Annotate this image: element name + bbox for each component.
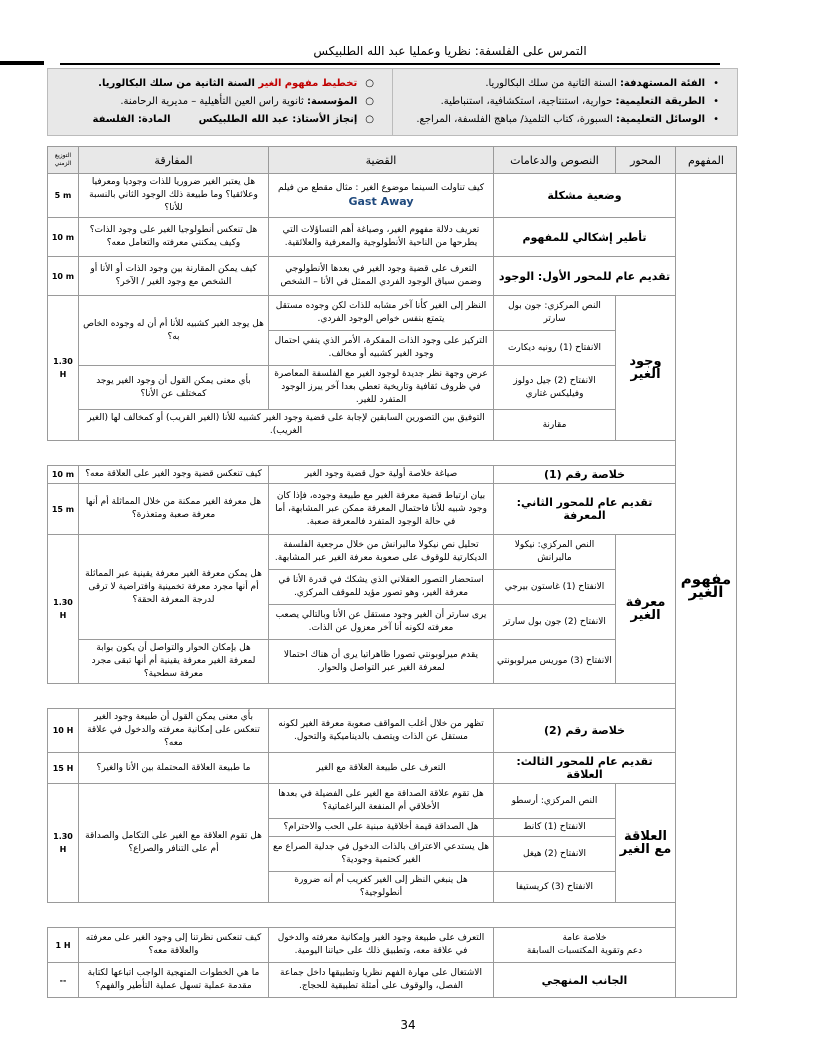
axis-relation: العلاقة مع الغير (616, 784, 676, 903)
table-row: خلاصة رقم (1) صياغة خلاصة أولية حول قضية وجود الغير كيف تنعكس قضية وجود الغير على العلاقة معه؟ 10 m (48, 466, 737, 484)
table-row: تقديم عام للمحور الأول: الوجود التعرف على قضية وجود الغير في بعدها الأنطولوجي وضمن سياق الوجود الفردي الممثل في الأنا – الشخص كيف يمكن المقارنة بين وجود الذات أو الأنا أو الشخص مع وجود الغير / الآخر؟ 10 m (48, 257, 737, 296)
concept-cell: مفهوم الغير (676, 174, 737, 998)
teaching-tools: • الوسائل التعليمية: السبورة، كتاب التلميذ/ مباهج الفلسفة، المراجع. (399, 111, 719, 129)
page-number: 34 (400, 1018, 416, 1032)
col-issue: القضية (269, 147, 494, 174)
table-row: الانفتاح (2) جيل دولوز وفيليكس غتاري عرض وجهة نظر جديدة لوجود الغير مع الفلسفة المعاصرة في ظروف ثقافية وتاريخية تعطي بعدا آخر يبرز الوجود المتفرد للغير. بأي معنى يمكن القول أن وجود الغير يوجد كمختلف عن الأنا؟ (48, 366, 737, 410)
table-row: مقارنة التوفيق بين التصورين السابقين لإجابة على قضية وجود الغير كشبيه للأنا (الغير القريب) أو كمخالف لها (الغير الغريب). (48, 410, 737, 441)
issue-cell: كيف تناولت السينما موضوع الغير : مثال مقطع من فيلم Gast Away (269, 174, 494, 218)
axis-knowledge: معرفة الغير (616, 535, 676, 684)
spacer-row (48, 684, 737, 709)
table-row: الانفتاح (1) رونيه ديكارت التركيز على وجود الذات المفكرة، الأمر الذي ينفي احتمال وجود الغير كشبيه أو مخالف. (48, 331, 737, 366)
target-audience: • الفئة المستهدفة: السنة الثانية من سلك البكالوريا. (399, 75, 719, 93)
table-row: الانفتاح (3) موريس ميرلوبونتي يقدم ميرلوبونتي تصورا ظاهراتيا يرى أن هناك احتمالا لمعرفة الغير عبر التواصل والحوار. هل بإمكان الحوار والتواصل أن يكون بوابة لمعرفة الغير معرفة يقينية أم أنها تبقى مجرد معرفة سطحية؟ (48, 640, 737, 684)
table-row: الانفتاح (2) جون بول سارتر يرى سارتر أن الغير وجود مستقل عن الأنا وبالتالي يصعب معرفته لكونه أنا آخر معزول عن الذات. (48, 605, 737, 640)
table-header-row (48, 147, 737, 174)
col-paradox: المفارقة (79, 147, 269, 174)
teacher-and-subject: ○ إنجاز الأستاذ: عبد الله الطلبيكسالمادة: الفلسفة (54, 111, 374, 129)
table-row: تأطير إشكالي للمفهوم تعريف دلالة مفهوم الغير، وصياغة أهم التساؤلات التي يطرحها من الناحية الأنطولوجية والمعرفية والعلائقية. هل تنعكس أنطولوجيا الغير على وجود الذات؟ وكيف يمكنني معرفته والتعامل معه؟ 10 m (48, 218, 737, 257)
col-axis: المحور (616, 147, 676, 174)
header-rule-right (60, 63, 720, 65)
table-row: خلاصة رقم (2) تظهر من خلال أغلب المواقف صعوبة معرفة الغير لكونه مستقل عن الذات ويتصف بالديناميكية والتحول. بأي معنى يمكن القول أن طبيعة وجود الغير تنعكس على إمكانية معرفته والدخول في علاقة معه؟ 10 H (48, 709, 737, 753)
table-row: الجانب المنهجي الاشتغال على مهارة الفهم نظريا وتطبيقها داخل جماعة الفصل، والوقوف على أمثلة تطبيقية للحجاج. ما هي الخطوات المنهجية الواجب اتباعها لكتابة مقدمة عملية تسهل عملية التأطير والفهم؟ -- (48, 963, 737, 998)
col-texts: النصوص والدعامات (494, 147, 616, 174)
table-row: معرفة الغير النص المركزي: نيكولا مالبرانش تحليل نص نيكولا مالبرانش من خلال مرجعية الفلسفة الديكارتية للوقوف على صعوبة معرفة الغير عبر المشابهة. هل يمكن معرفة الغير معرفة يقينية عبر المماثلة أم أنها مجرد معرفة تخمينية وافتراضية لا ترقى لدرجة المعرفة الحقة؟ 1.30 H (48, 535, 737, 570)
table-row: تقديم عام للمحور الثاني: المعرفة بيان ارتباط قضية معرفة الغير مع طبيعة وجوده، فإذا كان وجود شبيه للأنا فاحتمال المعرفة ممكن عبر المشابهة، أما في حالة الوجود المتفرد فالمعرفة صعبة. هل معرفة الغير ممكنة من خلال المماثلة أم أنها معرفة صعبة ومتعذرة؟ 15 m (48, 484, 737, 535)
info-left-column (48, 69, 392, 135)
header-rule-left (0, 61, 44, 65)
plan-title: ○ تخطيط مفهوم الغير السنة الثانية من سلك البكالوريا. (54, 75, 374, 93)
info-right-column (392, 69, 737, 135)
table-row: تقديم عام للمحور الثالث: العلاقة التعرف على طبيعة العلاقة مع الغير ما طبيعة العلاقة المحتملة بين الأنا والغير؟ 15 H (48, 753, 737, 784)
table-row: الانفتاح (2) هيغل هل يستدعي الاعتراف بالذات الدخول في جدلية الصراع مع الغير كحتمية وجودية؟ (48, 837, 737, 872)
institution: ○ المؤسسة: ثانوية راس العين التأهيلية – مديرية الرحامنة. (54, 93, 374, 111)
teaching-method: • الطريقة التعليمية: حوارية، استنتاجية، استكشافية، استنباطية. (399, 93, 719, 111)
table-row: وجود الغير النص المركزي: جون بول سارتر النظر إلى الغير كأنا آخر مشابه للذات لكن وجوده مستقل يتمتع بنفس خواص الوجود الفردي. هل يوجد الغير كشبيه للأنا أم أن له وجوده الخاص به؟ 1.30 H (48, 296, 737, 331)
table-row: مفهوم الغير وضعية مشكلة كيف تناولت السينما موضوع الغير : مثال مقطع من فيلم Gast Away هل يعتبر الغير ضروريا للذات وجوديا ومعرفيا وعلائقيا؟ وما طبيعة ذلك الوجود الثاني بالنسبة للأنا؟ 5 m (48, 174, 737, 218)
running-header: التمرس على الفلسفة: نظريا وعمليا عبد الله الطلبيكس (313, 44, 587, 58)
lesson-plan-table (47, 146, 737, 998)
table-row: الانفتاح (3) كريستيفا هل ينبغي النظر إلى الغير كغريب أم أنه ضرورة أنطولوجية؟ (48, 872, 737, 903)
table-row: العلاقة مع الغير النص المركزي: أرسطو هل تقوم علاقة الصداقة مع الغير على الفضيلة في بعدها الأخلاقي أم المنفعة البراغماتية؟ هل تقوم العلاقة مع الغير على التكامل والصداقة أم على التنافر والصراع؟ 1.30 H (48, 784, 737, 819)
col-time: التوزيع الزمني (48, 147, 79, 174)
spacer-row (48, 903, 737, 928)
spacer-row (48, 441, 737, 466)
lesson-info-box (47, 68, 738, 136)
table-row: الانفتاح (1) غاستون بيرجي استحضار التصور العقلاني الذي يشكك في قدرة الأنا في معرفة الغير، وهو تصور مؤيد للموقف المركزي. (48, 570, 737, 605)
col-concept: المفهوم (676, 147, 737, 174)
table-row: خلاصة عامة دعم وتقوية المكتسبات السابقة التعرف على طبيعة وجود الغير وإمكانية معرفته والدخول في علاقة معه، وتطبيق ذلك على حياتنا اليومية. كيف تنعكس نظرتنا إلى وجود الغير على معرفته والعلاقة معه؟ 1 H (48, 928, 737, 963)
table-row: الانفتاح (1) كانط هل الصداقة قيمة أخلاقية مبنية على الحب والاحترام؟ (48, 819, 737, 837)
axis-existence: وجود الغير (616, 296, 676, 441)
